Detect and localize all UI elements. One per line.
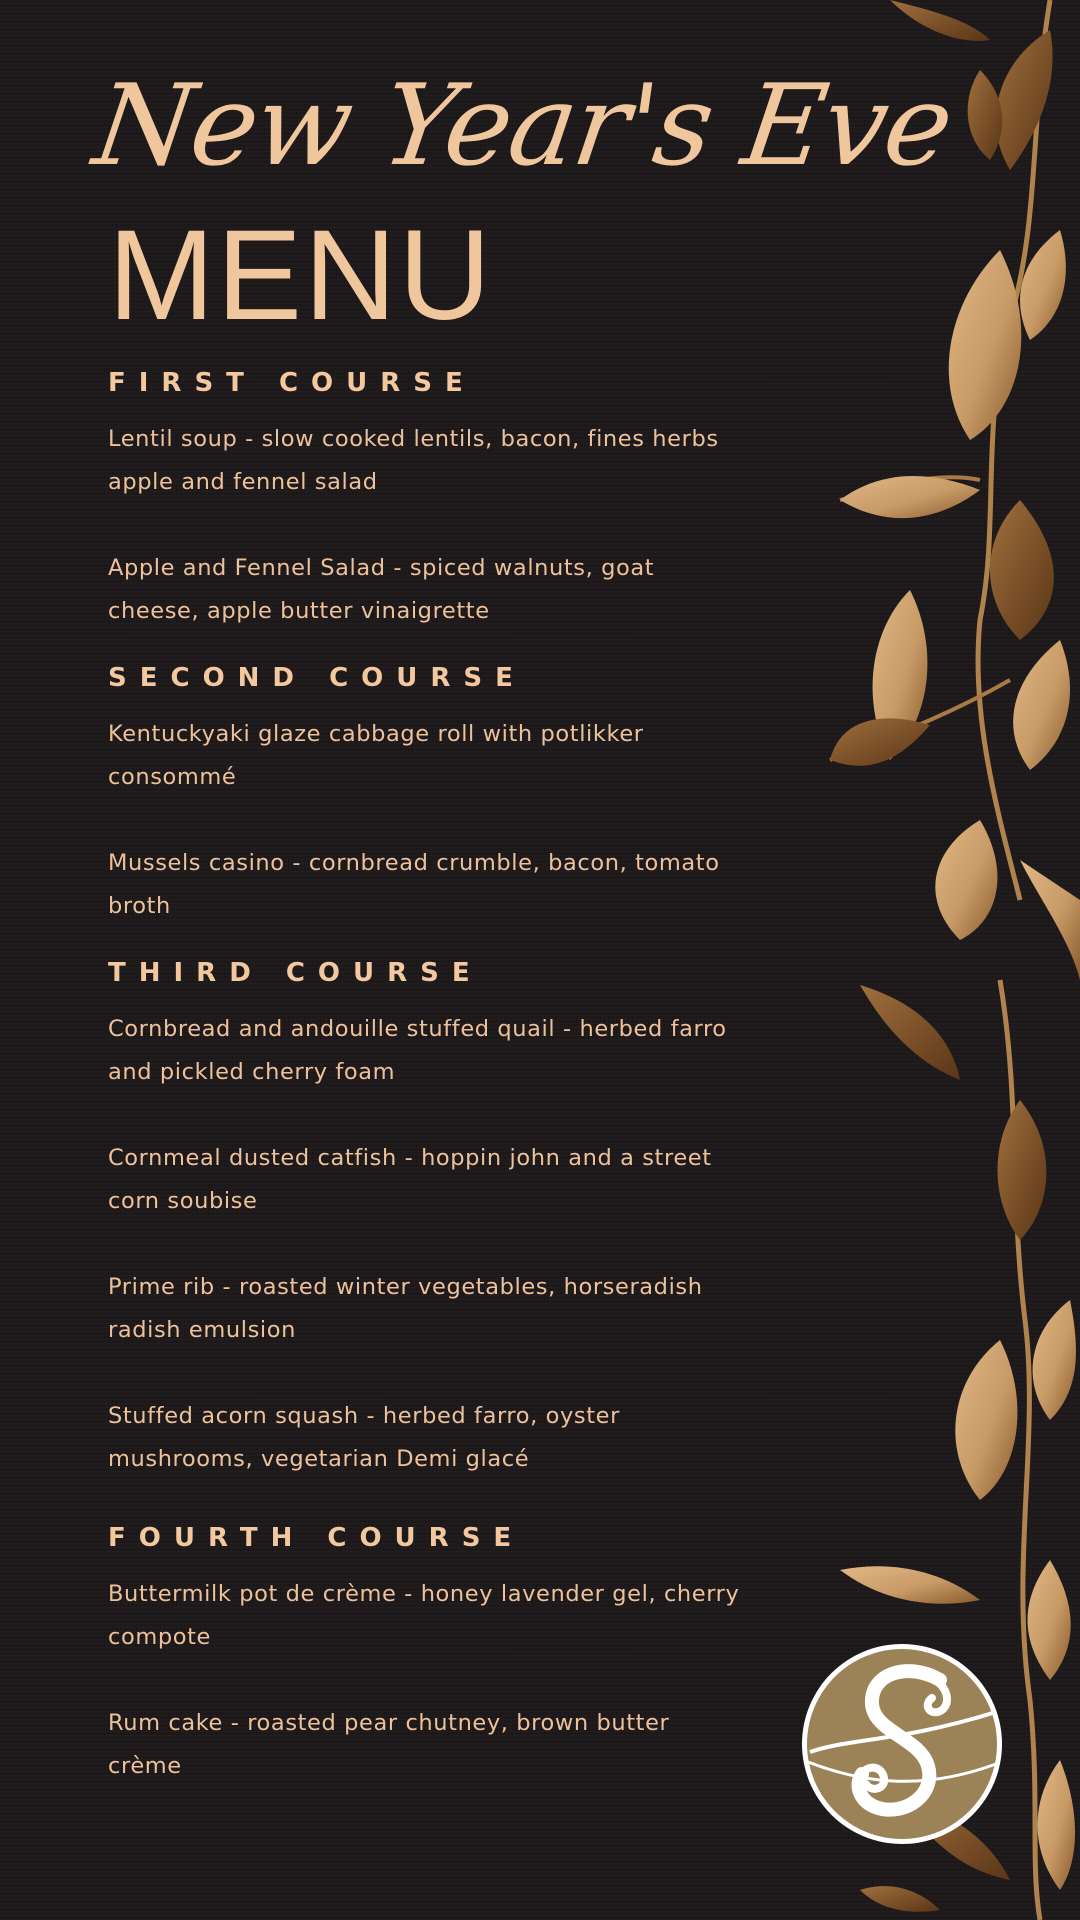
dish-item: Buttermilk pot de crème - honey lavender gel, cherry compote <box>108 1581 740 1650</box>
course-heading: THIRD COURSE <box>108 958 483 988</box>
course-heading: SECOND COURSE <box>108 663 526 693</box>
dish-item: Kentuckyaki glaze cabbage roll with potlikker consommé <box>108 721 644 790</box>
dish-item: Mussels casino - cornbread crumble, bacon, tomato broth <box>108 850 720 919</box>
dish-item: Prime rib - roasted winter vegetables, horseradish radish emulsion <box>108 1274 703 1343</box>
dish-item: Cornbread and andouille stuffed quail - herbed farro and pickled cherry foam <box>108 1016 727 1085</box>
course-heading: FIRST COURSE <box>108 368 476 398</box>
course-fourth <box>108 1521 748 1788</box>
course-third <box>108 956 748 1481</box>
dish-item: Apple and Fennel Salad - spiced walnuts, goat cheese, apple butter vinaigrette <box>108 555 655 624</box>
title-menu: MENU <box>108 204 493 347</box>
course-heading: FOURTH COURSE <box>108 1523 525 1553</box>
dish-item: Cornmeal dusted catfish - hoppin john and a street corn soubise <box>108 1145 712 1214</box>
dish-item: Rum cake - roasted pear chutney, brown butter crème <box>108 1710 670 1779</box>
title-new-years-eve: New Year's Eve <box>86 61 959 191</box>
course-second <box>108 661 748 928</box>
menu-courses <box>108 366 748 1816</box>
course-first <box>108 366 748 633</box>
dish-item: Lentil soup - slow cooked lentils, bacon, fines herbs apple and fennel salad <box>108 426 719 495</box>
swirl-s-monogram-icon <box>800 1642 1004 1846</box>
dish-item: Stuffed acorn squash - herbed farro, oyster mushrooms, vegetarian Demi glacé <box>108 1403 620 1472</box>
